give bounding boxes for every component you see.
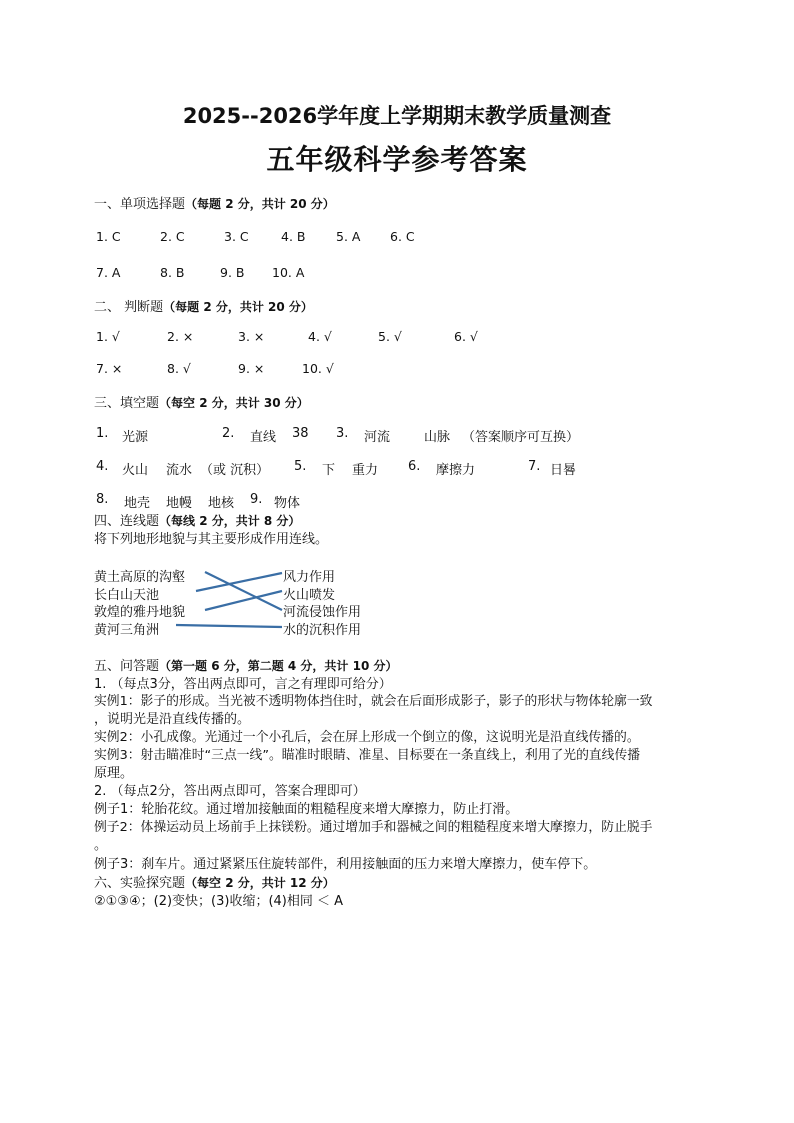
section2-row1 — [0, 329, 794, 347]
blank-answer: 流水 — [166, 463, 193, 478]
section1-row2 — [0, 265, 794, 283]
section5-note: （第一题 6 分，第二题 4 分，共计 10 分） — [159, 659, 398, 673]
cause-label: 火山喷发 — [283, 588, 336, 603]
answer-item: 2. × — [167, 329, 194, 344]
blank-answer: 地幔 — [166, 496, 193, 511]
answer-item: 1. √ — [96, 329, 120, 344]
section3-heading: 三、填空题（每空 2 分，共计 30 分） — [94, 396, 309, 411]
blank-number: 5. — [294, 459, 307, 474]
blank-answer: 物体 — [274, 496, 301, 511]
section3-row3 — [0, 492, 794, 510]
blank-answer: 38 — [292, 426, 309, 441]
answer-item: 3. C — [224, 229, 249, 244]
q1-example: ，说明光是沿直线传播的。 — [94, 712, 251, 727]
answer-item: 7. × — [96, 361, 123, 376]
section4-note: （每线 2 分，共计 8 分） — [159, 514, 301, 528]
section6-note: （每空 2 分，共计 12 分） — [185, 876, 335, 890]
answer-item: 3. × — [238, 329, 265, 344]
landform-label: 黄土高原的沟壑 — [94, 570, 186, 585]
answer-item: 7. A — [96, 265, 121, 280]
q1-example: 实例3：射击瞄准时“三点一线”。瞄准时眼睛、准星、目标要在一条直线上，利用了光的直线传播 — [94, 748, 641, 763]
blank-answer: 地核 — [208, 496, 235, 511]
blank-number: 1. — [96, 426, 109, 441]
exam-title: 2025--2026学年度上学期期末教学质量测查 — [182, 104, 612, 128]
blank-note: （答案顺序可互换） — [462, 430, 580, 445]
answer-item: 8. √ — [167, 361, 191, 376]
blank-number: 4. — [96, 459, 109, 474]
blank-number: 6. — [408, 459, 421, 474]
cause-label: 河流侵蚀作用 — [283, 605, 362, 620]
answer-item: 9. × — [238, 361, 265, 376]
cause-label: 风力作用 — [283, 570, 336, 585]
answer-item: 6. √ — [454, 329, 478, 344]
blank-answer: 河流 — [364, 430, 391, 445]
answer-item: 8. B — [160, 265, 185, 280]
answer-item: 5. √ — [378, 329, 402, 344]
blank-number: 7. — [528, 459, 541, 474]
q2-intro: 2. （每点2分，答出两点即可，答案合理即可） — [94, 784, 366, 799]
section6-heading: 六、实验探究题（每空 2 分，共计 12 分） — [94, 876, 335, 891]
landform-label: 长白山天池 — [94, 588, 160, 603]
section1-note: （每题 2 分，共计 20 分） — [185, 197, 335, 211]
q2-example: 例子2：体操运动员上场前手上抹镁粉。通过增加手和器械之间的粗糙程度来增大摩擦力，防止脱手 — [94, 820, 653, 835]
answer-item: 4. B — [281, 229, 306, 244]
section4-instruction: 将下列地形地貌与其主要形成作用连线。 — [94, 532, 329, 547]
answer-item: 6. C — [390, 229, 415, 244]
match-line-2 — [196, 573, 282, 591]
landform-label: 敦煌的雅丹地貌 — [94, 605, 186, 620]
section1-row1 — [0, 229, 794, 247]
answer-item: 2. C — [160, 229, 185, 244]
section5-heading: 五、问答题（第一题 6 分，第二题 4 分，共计 10 分） — [94, 659, 398, 674]
answer-item: 1. C — [96, 229, 121, 244]
blank-answer: 直线 — [250, 430, 277, 445]
answer-item: 10. √ — [302, 361, 334, 376]
answer-item: 10. A — [272, 265, 305, 280]
match-line-4 — [176, 625, 282, 627]
answer-key-title: 五年级科学参考答案 — [266, 143, 528, 176]
q1-intro: 1. （每点3分，答出两点即可，言之有理即可给分） — [94, 677, 392, 692]
section2-note: （每题 2 分，共计 20 分） — [163, 300, 313, 314]
section2-row2 — [0, 361, 794, 379]
blank-answer: 火山 — [122, 463, 149, 478]
blank-answer: 山脉 — [424, 430, 451, 445]
blank-answer: 下 — [322, 463, 336, 478]
match-line-3 — [205, 591, 282, 610]
blank-answer: 地壳 — [124, 496, 151, 511]
q1-example: 原理。 — [94, 766, 134, 781]
blank-answer: （或 沉积） — [200, 463, 270, 478]
section6-answer: ②①③④；(2)变快；(3)收缩；(4)相同 ＜ A — [94, 894, 344, 909]
landform-label: 黄河三角洲 — [94, 623, 160, 638]
blank-answer: 光源 — [122, 430, 149, 445]
blank-answer: 摩擦力 — [436, 463, 476, 478]
blank-number: 9. — [250, 492, 263, 507]
q1-example: 实例2：小孔成像。光通过一个小孔后，会在屏上形成一个倒立的像，这说明光是沿直线传播的。 — [94, 730, 640, 745]
blank-number: 8. — [96, 492, 109, 507]
answer-item: 4. √ — [308, 329, 332, 344]
q2-example: 例子3：刹车片。通过紧紧压住旋转部件，利用接触面的压力来增大摩擦力，使车停下。 — [94, 857, 597, 872]
match-line-1 — [205, 572, 282, 610]
section3-row2 — [0, 459, 794, 477]
blank-answer: 重力 — [352, 463, 379, 478]
blank-number: 2. — [222, 426, 235, 441]
q1-example: 实例1：影子的形成。当光被不透明物体挡住时，就会在后面形成影子，影子的形状与物体轮廓一致 — [94, 694, 653, 709]
q2-example: 例子1：轮胎花纹。通过增加接触面的粗糙程度来增大摩擦力，防止打滑。 — [94, 802, 519, 817]
blank-number: 3. — [336, 426, 349, 441]
cause-label: 水的沉积作用 — [283, 623, 362, 638]
answer-item: 5. A — [336, 229, 361, 244]
section3-row1 — [0, 426, 794, 444]
q2-example: 。 — [94, 838, 108, 853]
section1-heading: 一、单项选择题（每题 2 分，共计 20 分） — [94, 197, 335, 212]
section4-heading: 四、连线题（每线 2 分，共计 8 分） — [94, 514, 301, 529]
blank-answer: 日晷 — [550, 463, 577, 478]
answer-item: 9. B — [220, 265, 245, 280]
section2-heading: 二、 判断题（每题 2 分，共计 20 分） — [94, 300, 313, 315]
section3-note: （每空 2 分，共计 30 分） — [159, 396, 309, 410]
